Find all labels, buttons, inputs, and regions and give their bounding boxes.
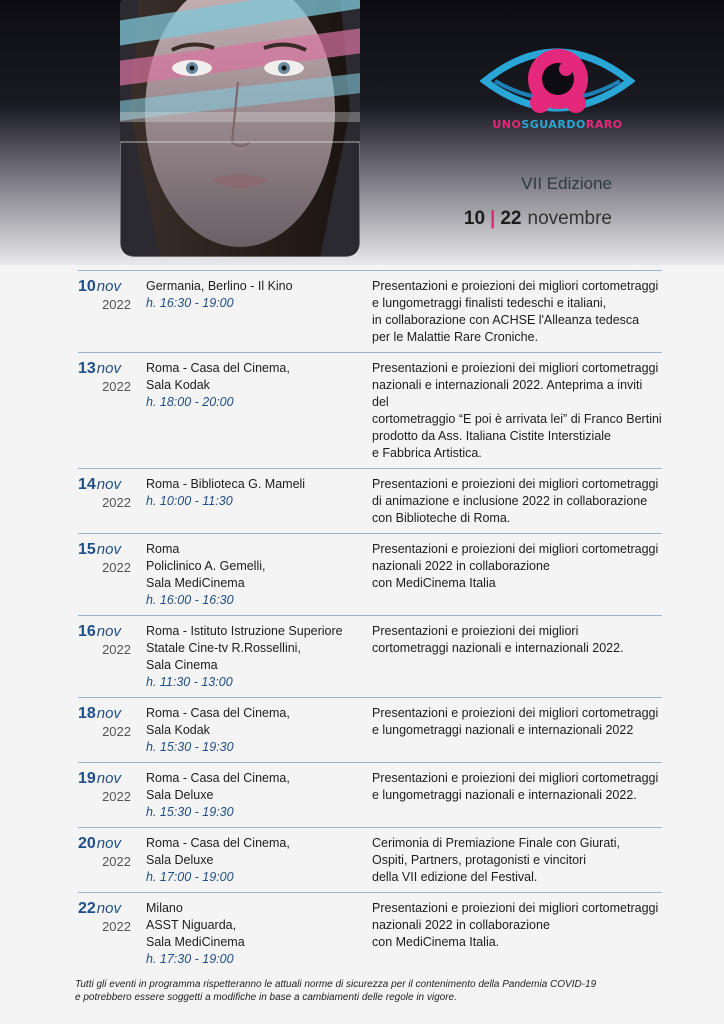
- venue-line: Sala MediCinema: [146, 935, 245, 949]
- event-time: h. 17:30 - 19:00: [146, 952, 234, 966]
- description-line: cortometraggi nazionali e internazionali 2022.: [372, 641, 624, 655]
- event-date: [78, 278, 136, 346]
- description-line: e lungometraggi finalisti tedeschi e italiani,: [372, 296, 607, 310]
- event-year: 2022: [102, 297, 131, 312]
- date-start: 10: [463, 208, 486, 229]
- description-line: nazionali 2022 in collaborazione: [372, 559, 550, 573]
- description-line: Presentazioni e proiezioni dei migliori cortometraggi: [372, 279, 659, 293]
- event-day: 22: [78, 900, 96, 917]
- event-day: 16: [78, 623, 96, 640]
- event-row: [78, 615, 662, 697]
- event-year: 2022: [102, 854, 131, 869]
- description-line: con MediCinema Italia: [372, 576, 496, 590]
- event-time: h. 10:00 - 11:30: [146, 494, 233, 508]
- footnote-line-1: Tutti gli eventi in programma rispetteranno le attuali norme di sicurezza per il contenimento della Pandemia COVID-19: [75, 979, 597, 990]
- venue-line: Sala Deluxe: [146, 853, 214, 867]
- description-line: con Biblioteche di Roma.: [372, 511, 511, 525]
- event-description: [362, 476, 662, 527]
- event-description: [362, 623, 662, 691]
- event-venue: [136, 360, 362, 462]
- festival-dates: [464, 208, 612, 230]
- logo-wordmark: [480, 118, 635, 131]
- event-row: [78, 270, 662, 352]
- description-line: Presentazioni e proiezioni dei migliori cortometraggi: [372, 706, 659, 720]
- event-row: [78, 892, 662, 974]
- description-line: nazionali 2022 in collaborazione: [372, 918, 550, 932]
- event-date: [78, 835, 136, 886]
- event-day: 15: [78, 541, 96, 558]
- event-year: 2022: [102, 495, 131, 510]
- event-description: [362, 770, 662, 821]
- description-line: Presentazioni e proiezioni dei migliori cortometraggi: [372, 542, 659, 556]
- event-description: [362, 360, 662, 462]
- description-line: e lungometraggi nazionali e internazionali 2022.: [372, 788, 637, 802]
- event-row: [78, 697, 662, 762]
- event-row: [78, 468, 662, 533]
- venue-line: Statale Cine-tv R.Rossellini,: [146, 641, 301, 655]
- description-line: Cerimonia di Premiazione Finale con Giurati,: [372, 836, 621, 850]
- venue-line: Sala Kodak: [146, 378, 210, 392]
- venue-line: Roma - Casa del Cinema,: [146, 361, 290, 375]
- event-month: nov: [96, 623, 121, 640]
- event-venue: [136, 770, 362, 821]
- event-year: 2022: [102, 379, 131, 394]
- venue-line: ASST Niguarda,: [146, 918, 237, 932]
- event-year: 2022: [102, 560, 131, 575]
- event-time: h. 15:30 - 19:30: [146, 740, 234, 754]
- event-description: [362, 278, 662, 346]
- event-time: h. 11:30 - 13:00: [146, 675, 233, 689]
- venue-line: Policlinico A. Gemelli,: [146, 559, 266, 573]
- event-row: [78, 352, 662, 468]
- event-description: [362, 900, 662, 968]
- description-line: per le Malattie Rare Croniche.: [372, 330, 539, 344]
- event-time: h. 16:30 - 19:00: [146, 296, 234, 310]
- venue-line: Roma - Casa del Cinema,: [146, 706, 290, 720]
- description-line: Presentazioni e proiezioni dei migliori cortometraggi: [372, 477, 659, 491]
- event-schedule: [78, 270, 662, 974]
- portrait-image: [120, 0, 360, 257]
- event-year: 2022: [102, 642, 131, 657]
- description-line: Presentazioni e proiezioni dei migliori cortometraggi: [372, 361, 659, 375]
- event-month: nov: [96, 360, 121, 377]
- event-venue: [136, 835, 362, 886]
- description-line: in collaborazione con ACHSE l'Alleanza tedesca: [372, 313, 640, 327]
- footnote: [75, 978, 675, 1004]
- event-venue: [136, 900, 362, 968]
- event-month: nov: [96, 705, 121, 722]
- event-month: nov: [96, 835, 121, 852]
- event-day: 18: [78, 705, 96, 722]
- venue-line: Roma - Istituto Istruzione Superiore: [146, 624, 343, 638]
- event-date: [78, 623, 136, 691]
- date-end: 22: [500, 208, 522, 229]
- date-month: novembre: [527, 208, 612, 229]
- poster-header: [0, 0, 724, 265]
- description-line: con MediCinema Italia.: [372, 935, 500, 949]
- event-year: 2022: [102, 724, 131, 739]
- event-row: [78, 533, 662, 615]
- event-year: 2022: [102, 789, 131, 804]
- event-month: nov: [96, 278, 121, 295]
- event-month: nov: [96, 900, 121, 917]
- event-time: h. 18:00 - 20:00: [146, 395, 234, 409]
- event-day: 19: [78, 770, 96, 787]
- event-venue: [136, 476, 362, 527]
- event-month: nov: [96, 476, 121, 493]
- venue-line: Roma - Casa del Cinema,: [146, 836, 290, 850]
- venue-line: Roma: [146, 542, 180, 556]
- event-day: 13: [78, 360, 96, 377]
- event-month: nov: [96, 770, 121, 787]
- event-time: h. 15:30 - 19:30: [146, 805, 234, 819]
- footnote-line-2: e potrebbero essere soggetti a modifiche in base a cambiamenti delle regole in vigore.: [75, 992, 457, 1003]
- description-line: Presentazioni e proiezioni dei migliori cortometraggi: [372, 771, 659, 785]
- venue-line: Milano: [146, 901, 183, 915]
- event-venue: [136, 705, 362, 756]
- venue-line: Sala Cinema: [146, 658, 218, 672]
- description-line: e lungometraggi nazionali e internazionali 2022: [372, 723, 634, 737]
- venue-line: Sala Deluxe: [146, 788, 214, 802]
- date-separator: |: [490, 208, 496, 229]
- description-line: Ospiti, Partners, protagonisti e vincitori: [372, 853, 586, 867]
- event-venue: [136, 278, 362, 346]
- description-line: cortometraggio “E poi è arrivata lei” di Franco Bertini: [372, 412, 662, 426]
- logo-text-raro: RARO: [585, 118, 623, 131]
- description-line: prodotto da Ass. Italiana Cistite Interstiziale: [372, 429, 612, 443]
- description-line: e Fabbrica Artistica.: [372, 446, 482, 460]
- event-time: h. 17:00 - 19:00: [146, 870, 234, 884]
- venue-line: Roma - Casa del Cinema,: [146, 771, 290, 785]
- event-date: [78, 770, 136, 821]
- description-line: Presentazioni e proiezioni dei migliori: [372, 624, 579, 638]
- event-day: 20: [78, 835, 96, 852]
- event-row: [78, 827, 662, 892]
- venue-line: Roma - Biblioteca G. Mameli: [146, 477, 306, 491]
- event-description: [362, 541, 662, 609]
- event-day: 10: [78, 278, 96, 295]
- event-date: [78, 900, 136, 968]
- event-time: h. 16:00 - 16:30: [146, 593, 234, 607]
- event-venue: [136, 623, 362, 691]
- logo-text-sguardo: SGUARDO: [521, 118, 586, 131]
- description-line: nazionali e internazionali 2022. Anteprima a inviti del: [372, 378, 643, 409]
- event-date: [78, 476, 136, 527]
- event-date: [78, 705, 136, 756]
- event-row: [78, 762, 662, 827]
- logo-text-uno: UNO: [492, 118, 522, 131]
- event-description: [362, 705, 662, 756]
- description-line: di animazione e inclusione 2022 in collaborazione: [372, 494, 648, 508]
- event-date: [78, 541, 136, 609]
- description-line: della VII edizione del Festival.: [372, 870, 538, 884]
- event-year: 2022: [102, 919, 131, 934]
- edition-title: VII Edizione: [521, 174, 612, 193]
- venue-line: Sala Kodak: [146, 723, 210, 737]
- venue-line: Sala MediCinema: [146, 576, 245, 590]
- event-description: [362, 835, 662, 886]
- event-day: 14: [78, 476, 96, 493]
- event-date: [78, 360, 136, 462]
- event-venue: [136, 541, 362, 609]
- description-line: Presentazioni e proiezioni dei migliori cortometraggi: [372, 901, 659, 915]
- event-month: nov: [96, 541, 121, 558]
- venue-line: Germania, Berlino - Il Kino: [146, 279, 293, 293]
